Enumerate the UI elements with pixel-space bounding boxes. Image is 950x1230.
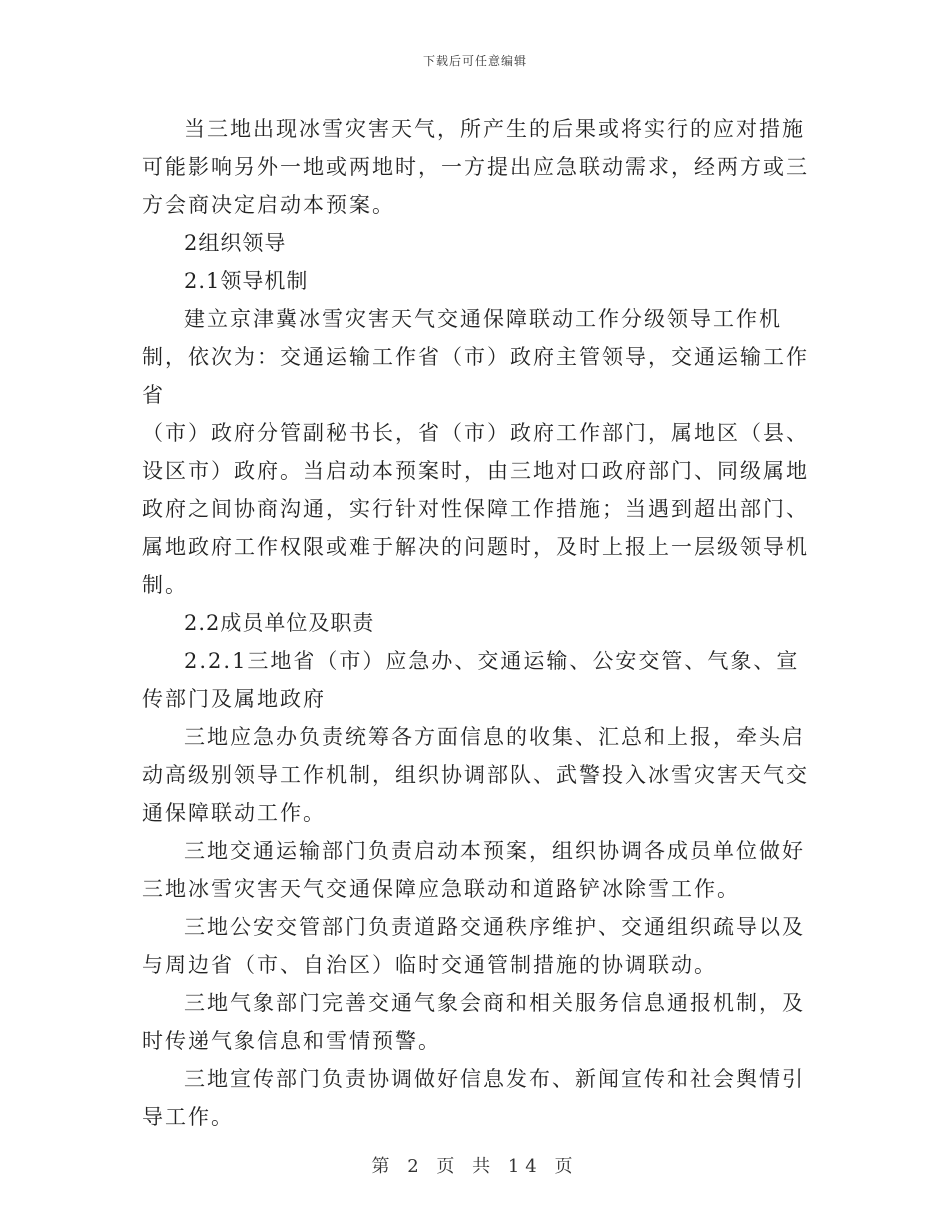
section-heading-member-units: 2.2成员单位及职责 bbox=[184, 611, 375, 635]
page-number-footer: 第 2 页 共 14 页 bbox=[371, 1156, 579, 1177]
paragraph-meteorology: 三地气象部门完善交通气象会商和相关服务信息通报机制，及时传递气象信息和雪情预警。 bbox=[142, 991, 805, 1053]
section-heading-departments: 2.2.1三地省（市）应急办、交通运输、公安交管、气象、宣传部门及属地政府 bbox=[142, 649, 800, 711]
paragraph-emergency-office: 三地应急办负责统筹各方面信息的收集、汇总和上报，牵头启动高级别领导工作机制，组织协调部队、武警投入冰雪灾害天气交通保障联动工作。 bbox=[142, 725, 809, 825]
document-body bbox=[142, 110, 810, 1136]
paragraph-leadership-mechanism: 建立京津冀冰雪灾害天气交通保障联动工作分级领导工作机制，依次为：交通运输工作省（市）政府主管领导，交通运输工作省 （市）政府分管副秘书长，省（市）政府工作部门，属地区（县、设区市）政府。当启动本预案时，由三地对口政府部门、同级属地政府之间协商沟通，实行针对性保障工作措施；当遇到超出部门、属地政府工作权限或难于解决的问题时，及时上报上一层级领导机制。 bbox=[142, 307, 809, 597]
page-header: 下载后可任意编辑 bbox=[422, 54, 527, 68]
paragraph-publicity: 三地宣传部门负责协调做好信息发布、新闻宣传和社会舆情引导工作。 bbox=[142, 1067, 805, 1129]
section-heading-organization: 2组织领导 bbox=[184, 231, 287, 255]
paragraph-activation-condition: 当三地出现冰雪灾害天气，所产生的后果或将实行的应对措施可能影响另外一地或两地时，一方提出应急联动需求，经两方或三方会商决定启动本预案。 bbox=[142, 117, 809, 217]
paragraph-transport-dept: 三地交通运输部门负责启动本预案，组织协调各成员单位做好三地冰雪灾害天气交通保障应急联动和道路铲冰除雪工作。 bbox=[142, 839, 805, 901]
section-heading-leadership-mechanism: 2.1领导机制 bbox=[184, 269, 309, 293]
paragraph-traffic-police: 三地公安交管部门负责道路交通秩序维护、交通组织疏导以及与周边省（市、自治区）临时交通管制措施的协调联动。 bbox=[142, 915, 805, 977]
